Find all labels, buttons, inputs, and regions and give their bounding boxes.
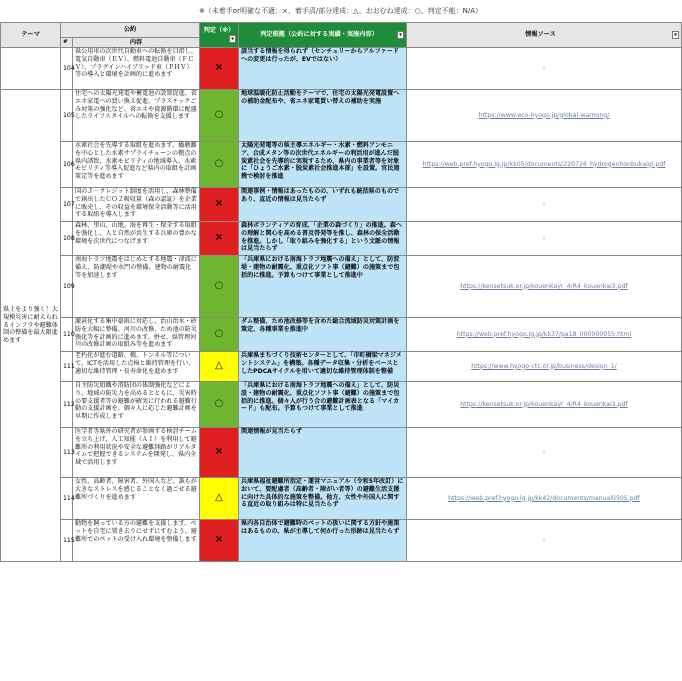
header-judge[interactable] xyxy=(200,23,239,48)
judgement-mark[interactable]: △ xyxy=(200,478,239,520)
judgement-basis[interactable]: 「兵庫県における南海トラフ地震への備え」として、防波堤・建物の耐震化、重点化ソフト事（避難）の施策まで包括的に推進。予算もつけて事業として推進中 xyxy=(239,256,407,318)
info-source-link[interactable]: https://www.hyogo-ctc.or.jp/business/design_1/ xyxy=(471,362,617,370)
row-number[interactable]: 106 xyxy=(61,142,73,188)
info-source-link[interactable]: https://web.pref.hyogo.lg.jp/kk37/pa18_000000055.html xyxy=(456,330,632,338)
table-row[interactable] xyxy=(1,382,682,428)
table-row[interactable] xyxy=(1,48,682,90)
judgement-mark[interactable]: ○ xyxy=(200,382,239,428)
judgement-mark[interactable]: × xyxy=(200,520,239,562)
judgement-basis[interactable]: 「兵庫県における南海トラフ地震への備え」として、防災設・建物の耐震化、重点化ソフト事（避難）の施策まで包括的に推進。個々人が行う合の避難計画表となる「マイカード」も配布。予算もつけて事業として推進 xyxy=(239,382,407,428)
table-row[interactable] xyxy=(1,478,682,520)
judgement-basis[interactable]: 森林ボランティアの育成、「企業の森づくり」の推進。森への理解と関心を高める普及啓発等を推し、森林の保全活動を推進。しかし「取り組みを強化する」という文脈の情報は見当たらず xyxy=(239,222,407,256)
judgement-basis[interactable]: 兵庫県福祉避難所指定・運営マニュアル（令和5年改訂）において、要配慮者（高齢者・障がい者等）の避難生活支援に向けた具体的な施策を整備。他方、女性や外国人に関する直近の取り組みは特に見当たらず xyxy=(239,478,407,520)
row-number[interactable]: 108 xyxy=(61,222,73,256)
info-source[interactable] xyxy=(407,382,682,428)
table-row[interactable] xyxy=(1,188,682,222)
table-row[interactable] xyxy=(1,352,682,382)
filter-dropdown-icon[interactable]: ▼ xyxy=(230,35,235,41)
judgement-basis[interactable]: 県内各自治体で避難時のペットの扱いに関する方針や施策はあるものの、県が主導して何か行った形跡は見当たらず xyxy=(239,520,407,562)
judgement-mark[interactable]: × xyxy=(200,428,239,478)
row-number[interactable]: 110 xyxy=(61,318,73,352)
header-theme: テーマ xyxy=(1,23,61,48)
row-number[interactable]: 113 xyxy=(61,428,73,478)
theme-cell[interactable]: 県土をより強く！大規模災害に耐えられるインフラや避難体制の整備を最大限進めます xyxy=(1,90,61,562)
judgement-mark[interactable]: × xyxy=(200,48,239,90)
pledge-content[interactable]: 水素社会を先導する取組を進めます。播磨灘を中心とした水素サプライチェーンの拠点の県内誘致、水素モビリティの地域導入、水素モビリティ等導入促進など県内の取組を計画策定等を進めます xyxy=(73,142,200,188)
row-number[interactable]: 114 xyxy=(61,478,73,520)
pledge-content[interactable]: 住宅への太陽光発電や蓄電池の設置促進、省エネ家電への買い換え促進、プラスチックごみ対策の強化など、省エネや資源循環に配慮したライフスタイルへの転換を支援します xyxy=(73,90,200,142)
filter-dropdown-icon[interactable]: ▼ xyxy=(398,32,403,37)
judgement-basis[interactable]: 太陽光発電等の県主導エネルギー・水素・燃料アンモニア、合成メタン等の次世代エネルギーの利活用が進んだ脱炭素社会を先導的に実現するため、県内の事業者等を対象に「ひょうご水素・脱炭素社会推進本部」を設置。官民連携で検討を推進 xyxy=(239,142,407,188)
row-number[interactable]: 111 xyxy=(61,352,73,382)
info-source[interactable] xyxy=(407,318,682,352)
judgement-basis[interactable]: 地球温暖化防止活動をテーマで、住宅の太陽光発電設置への補助金配布や、省エネ家電買い替えの補助を実施 xyxy=(239,90,407,142)
info-source[interactable] xyxy=(407,256,682,318)
info-source-link[interactable]: https://web.pref.hyogo.lg.jp/kk42/documents/manual0505.pdf xyxy=(448,494,640,502)
pledge-content[interactable]: 激甚化する集中豪雨に対応し、治山治水・砂防を大幅に整備、河川の改修、ため池の防災強化等を計画的に進めます。併せ、県管理河川の改修計画の取組み等を進めます xyxy=(73,318,200,352)
header-basis[interactable] xyxy=(239,23,407,48)
row-number[interactable]: 109 xyxy=(61,256,73,318)
header-content: 内容 xyxy=(73,38,200,48)
pledge-content[interactable]: 県公用車の次世代自動車への転換を目指し、電気自動車（ＥＶ）、燃料電池自動車（ＦＣＶ）、プラグインハイブリッド車（ＰＨＶ）等の導入と環境を計画的に進めます xyxy=(73,48,200,90)
header-info-label: 情報ソース xyxy=(525,31,556,38)
info-source[interactable]: - xyxy=(407,222,682,256)
judgement-basis[interactable]: 兵庫県まちづくり技術センターとして、「市町橋梁マネジメントシステム」を構築。各種データ収集・分析をベースとしたPDCAサイクルを用いて適切な維持管理体制を整備 xyxy=(239,352,407,382)
table-row[interactable] xyxy=(1,222,682,256)
judgement-mark[interactable]: × xyxy=(200,188,239,222)
judgement-mark[interactable]: × xyxy=(200,222,239,256)
judgement-basis[interactable]: 関連情報が見当たらず xyxy=(239,428,407,478)
judgement-basis[interactable]: ダム整備、ため池改修等を含めた総合流域防災対策計画を策定、各種事業を推進中 xyxy=(239,318,407,352)
header-pledge: 公約 xyxy=(61,23,200,38)
judgement-mark[interactable]: △ xyxy=(200,352,239,382)
info-source[interactable] xyxy=(407,478,682,520)
table-row[interactable] xyxy=(1,428,682,478)
table-row[interactable] xyxy=(1,90,682,142)
pledge-content[interactable]: 女性、高齢者、障害者、外国人など、誰もが大きなストレスを感じることなく過ごせる避難所づくりを進めます xyxy=(73,478,200,520)
info-source[interactable] xyxy=(407,90,682,142)
info-source-link[interactable]: https://kensetsuk.or.jp/kouenkai/r_4/R4_kouenkai3.pdf xyxy=(460,282,628,290)
row-number[interactable]: 105 xyxy=(61,90,73,142)
row-number[interactable]: 104 xyxy=(61,48,73,90)
pledge-content[interactable]: 森林、里山、山地、海を再生・保全する取組を強化し、人と自然が共生する兵庫の豊かな環境を次世代につなげます xyxy=(73,222,200,256)
judgement-mark[interactable]: ○ xyxy=(200,142,239,188)
header-judge-label: 判定（※） xyxy=(203,27,235,35)
info-source[interactable]: - xyxy=(407,188,682,222)
theme-cell-blank[interactable] xyxy=(1,48,61,90)
info-source[interactable]: - xyxy=(407,428,682,478)
header-num: # xyxy=(61,38,73,48)
table-row[interactable] xyxy=(1,142,682,188)
info-source[interactable] xyxy=(407,142,682,188)
info-source[interactable]: - xyxy=(407,48,682,90)
filter-dropdown-icon[interactable]: ▼ xyxy=(673,32,678,37)
row-number[interactable]: 107 xyxy=(61,188,73,222)
judgement-mark[interactable]: ○ xyxy=(200,90,239,142)
info-source[interactable] xyxy=(407,352,682,382)
pledge-content[interactable]: 動物を飼っている方の避難を支援します。ペットを自宅に置き去りにせずにすむよう、避難所でのペットの受け入れ環境を整備します xyxy=(73,520,200,562)
pledge-content[interactable]: 老朽化が進む道路、橋、トンネル等について、ICTを活用した点検と維持管理を行い、適切な維持管理・長寿命化を進めます xyxy=(73,352,200,382)
info-source-link[interactable]: https://kensetsuk.or.jp/kouenkai/r_4/R4_kouenkai3.pdf xyxy=(460,400,628,408)
table-row[interactable] xyxy=(1,520,682,562)
row-number[interactable]: 115 xyxy=(61,520,73,562)
info-source[interactable]: - xyxy=(407,520,682,562)
judgement-legend: ※（未着手or明確な不適：×、着手済/部分達成：△、おおむね達成：○、判定不能：N/A） xyxy=(198,7,483,15)
pledge-content[interactable]: 医学者等県外の研究者が参画する検討チームを立ち上げ、人工知能（ＡＩ）を利用して避難所の利用状況や安全な避難経路がリアルタイムで把握できるシステムを開発し、県内全域で活用します xyxy=(73,428,200,478)
table-row[interactable] xyxy=(1,256,682,318)
pledge-content[interactable]: 自主防災組織や消防団の体制強化などにより、地域の防災力を高めるとともに、災害時の要支援者等の避難が確実に行われる避難行動の支援計画を、個々人に応じた避難計画を早期に作成します xyxy=(73,382,200,428)
header-basis-label: 判定根拠（公約に対する実績・実施内容） xyxy=(260,31,378,38)
info-source-link[interactable]: https://www.eco-hyogo.jp/global-warming/ xyxy=(478,111,610,119)
pledge-content[interactable]: 国のＪ－クレジット制度を活用し、森林整備で創出したＣＯ２吸収量（森の認証）を企業に販売し、その収益を環境保全活動等に活用する取組を導入します xyxy=(73,188,200,222)
table-row[interactable] xyxy=(1,318,682,352)
judgement-mark[interactable]: ○ xyxy=(200,318,239,352)
judgement-basis[interactable]: 該当する情報を得られず（センチュリーからアルファードへの変更は行ったが、EVではない） xyxy=(239,48,407,90)
row-number[interactable]: 112 xyxy=(61,382,73,428)
pledge-table xyxy=(0,22,682,562)
judgement-mark[interactable]: ○ xyxy=(200,256,239,318)
pledge-content[interactable]: 南海トラフ地震をはじめとする地震・津波に備え、防潮堤や水門の整備、建物の耐震化等を加速します xyxy=(73,256,200,318)
header-info[interactable] xyxy=(407,23,682,48)
judgement-basis[interactable]: 関連事例・情報はあったものの、いずれも統括県のものであり、直近の情報は見当たらず xyxy=(239,188,407,222)
info-source-link[interactable]: https://web.pref.hyogo.lg.jp/kk05/documents/220726_hydrogenhonbukaigi.pdf xyxy=(422,160,666,168)
